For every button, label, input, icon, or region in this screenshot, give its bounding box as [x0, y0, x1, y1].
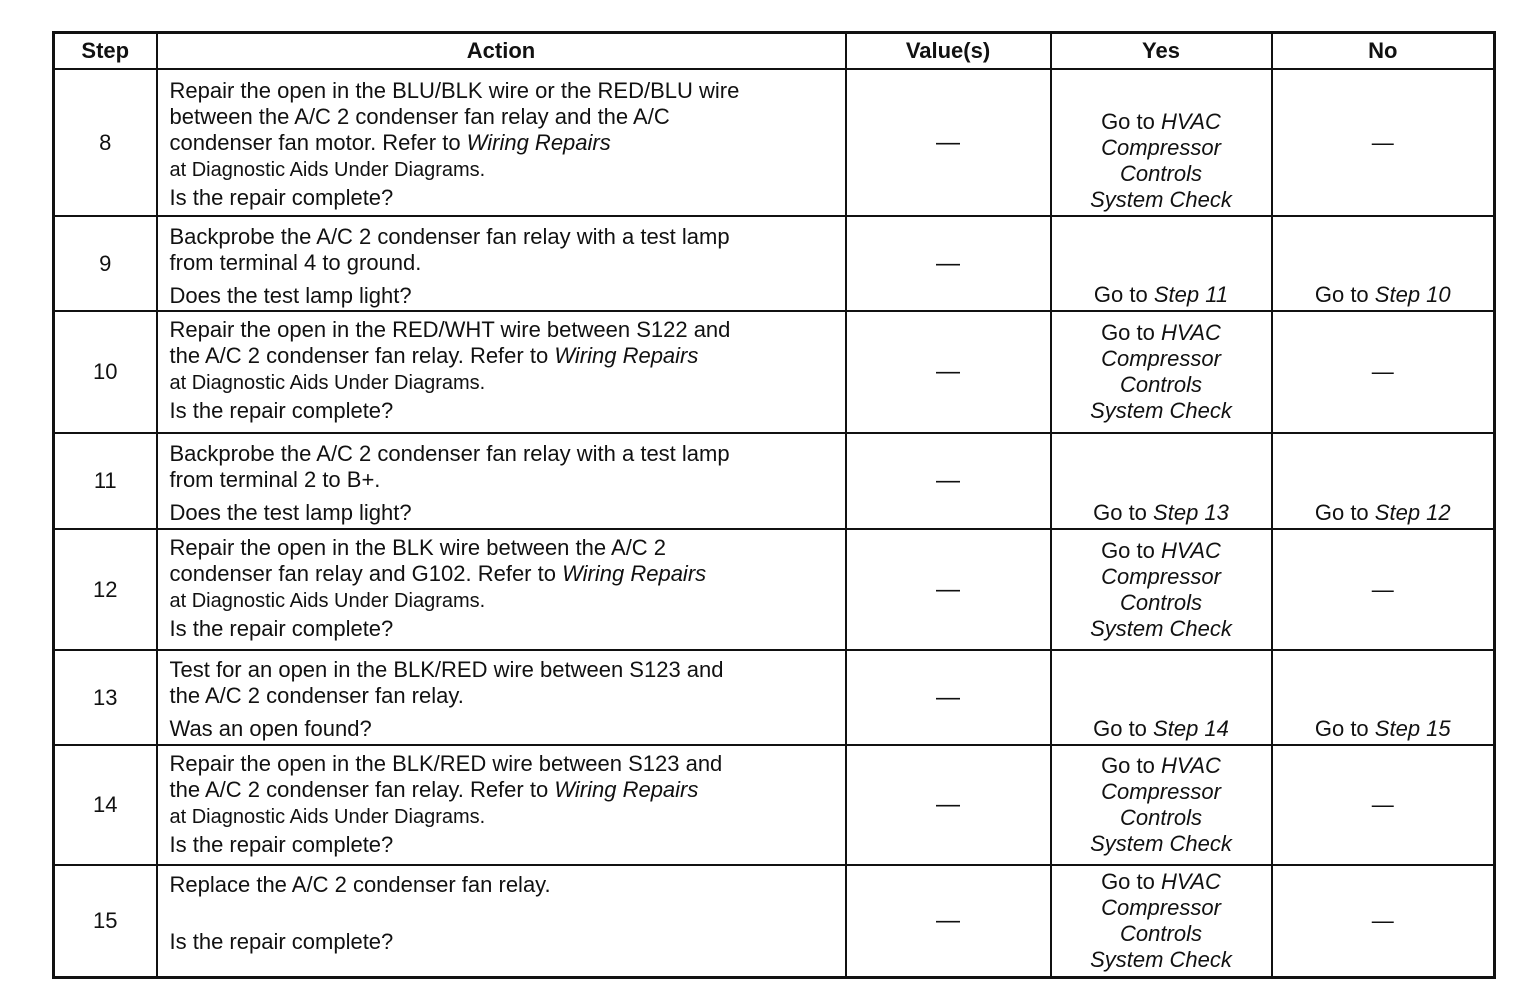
step-number: 13: [54, 650, 157, 745]
action-line: Repair the open in the RED/WHT wire between S122 and: [169, 317, 731, 342]
action-line: [170, 777, 837, 803]
goto-text: Go to: [1101, 537, 1155, 563]
action-line: [170, 130, 837, 156]
goto-text: Go to: [1314, 282, 1369, 307]
action-question: Is the repair complete?: [169, 185, 394, 210]
hvac-line: Compressor: [1101, 563, 1221, 589]
goto-text: Go to: [1314, 500, 1369, 525]
no-step-ref: Step 15: [1374, 716, 1451, 741]
hvac-line: Controls: [1120, 920, 1202, 946]
hvac-line: System Check: [1090, 398, 1232, 423]
yes-step-ref: Step 13: [1153, 500, 1229, 525]
diagnostic-note: at Diagnostic Aids Under Diagrams.: [169, 159, 486, 181]
action-cell: [157, 865, 846, 977]
no-step-ref: Step 12: [1374, 500, 1451, 525]
action-text: condenser fan motor. Refer to: [169, 130, 467, 155]
yes-cell: [1051, 433, 1272, 529]
action-line: Repair the open in the BLU/BLK wire or the RED/BLU wire: [169, 78, 740, 103]
value-cell: —: [846, 745, 1051, 865]
action-line: Repair the open in the BLK wire between the A/C 2: [169, 535, 667, 560]
action-line: Repair the open in the BLK/RED wire between S123 and: [169, 751, 723, 776]
header-values: Value(s): [846, 33, 1051, 70]
header-no: No: [1272, 33, 1495, 70]
step-number: 12: [54, 529, 157, 650]
action-cell: [157, 433, 846, 529]
action-line: from terminal 2 to B+.: [169, 467, 381, 492]
action-line: Replace the A/C 2 condenser fan relay.: [169, 872, 551, 897]
no-cell: [1272, 650, 1495, 745]
hvac-text: HVAC: [1161, 320, 1221, 345]
header-yes: Yes: [1051, 33, 1272, 70]
yes-cell: [1051, 865, 1272, 977]
table-row: [54, 433, 1495, 529]
yes-step-ref: Step 11: [1153, 282, 1229, 307]
header-row: [54, 33, 1495, 70]
goto-hvac-line: [1052, 869, 1271, 895]
value-cell: —: [846, 311, 1051, 433]
wiring-repairs-ref: Wiring Repairs: [562, 561, 707, 586]
table-row: [54, 69, 1495, 216]
hvac-line: Compressor: [1101, 894, 1221, 920]
yes-cell: [1051, 745, 1272, 865]
table-row: [54, 216, 1495, 311]
hvac-line: System Check: [1090, 946, 1232, 972]
action-line: [170, 343, 837, 369]
hvac-text: HVAC: [1161, 537, 1221, 563]
hvac-line: System Check: [1090, 615, 1232, 641]
step-number: 11: [54, 433, 157, 529]
goto-text: Go to: [1314, 716, 1369, 741]
action-question: Was an open found?: [169, 716, 372, 741]
action-text: the A/C 2 condenser fan relay. Refer to: [169, 777, 555, 802]
goto-text: Go to: [1101, 753, 1155, 778]
action-cell: [157, 745, 846, 865]
no-cell: —: [1272, 865, 1495, 977]
no-cell: —: [1272, 69, 1495, 216]
yes-cell: [1051, 529, 1272, 650]
goto-text: Go to: [1093, 282, 1148, 307]
action-line: between the A/C 2 condenser fan relay and the A/C: [169, 104, 670, 129]
no-step-ref: Step 10: [1374, 282, 1451, 307]
goto-hvac-line: [1052, 320, 1271, 346]
table-row: [54, 650, 1495, 745]
hvac-line: Compressor: [1101, 779, 1221, 804]
wiring-repairs-ref: Wiring Repairs: [466, 130, 611, 155]
goto-text: Go to: [1101, 868, 1155, 894]
table-row: [54, 865, 1495, 977]
header-step: Step: [54, 33, 157, 70]
no-cell: [1272, 216, 1495, 311]
hvac-text: HVAC: [1161, 108, 1221, 134]
header-action: Action: [157, 33, 846, 70]
yes-cell: [1051, 216, 1272, 311]
action-question: Does the test lamp light?: [169, 283, 412, 308]
value-cell: —: [846, 865, 1051, 977]
value-cell: —: [846, 433, 1051, 529]
action-cell: [157, 529, 846, 650]
yes-cell: [1051, 311, 1272, 433]
action-cell: [157, 69, 846, 216]
no-cell: —: [1272, 311, 1495, 433]
spacer: [170, 898, 837, 928]
diagnostic-table: [52, 31, 1496, 979]
table-row: [54, 529, 1495, 650]
hvac-text: HVAC: [1161, 753, 1221, 778]
value-cell: —: [846, 216, 1051, 311]
wiring-repairs-ref: Wiring Repairs: [554, 343, 699, 368]
goto-text: Go to: [1101, 320, 1155, 345]
goto-text: Go to: [1093, 500, 1147, 525]
action-line: Backprobe the A/C 2 condenser fan relay with a test lamp: [169, 441, 730, 466]
hvac-line: Controls: [1120, 805, 1202, 830]
action-line: Test for an open in the BLK/RED wire between S123 and: [169, 657, 724, 682]
action-cell: [157, 311, 846, 433]
step-number: 15: [54, 865, 157, 977]
table-row: [54, 311, 1495, 433]
value-cell: —: [846, 650, 1051, 745]
no-cell: —: [1272, 529, 1495, 650]
no-cell: —: [1272, 745, 1495, 865]
yes-step-ref: Step 14: [1153, 716, 1229, 741]
action-question: Is the repair complete?: [169, 616, 394, 641]
action-line: [170, 561, 837, 587]
hvac-line: Compressor: [1101, 134, 1221, 160]
goto-text: Go to: [1101, 108, 1155, 134]
action-text: condenser fan relay and G102. Refer to: [169, 561, 563, 586]
yes-cell: [1051, 69, 1272, 216]
wiring-repairs-ref: Wiring Repairs: [554, 777, 699, 802]
hvac-line: Controls: [1120, 372, 1202, 397]
action-line: the A/C 2 condenser fan relay.: [169, 683, 464, 708]
goto-hvac-line: [1052, 109, 1271, 135]
no-cell: [1272, 433, 1495, 529]
hvac-line: System Check: [1090, 186, 1232, 212]
diagnostic-note: at Diagnostic Aids Under Diagrams.: [169, 372, 486, 394]
action-line: from terminal 4 to ground.: [169, 250, 422, 275]
step-number: 9: [54, 216, 157, 311]
yes-cell: [1051, 650, 1272, 745]
action-question: Is the repair complete?: [169, 929, 394, 954]
hvac-line: Controls: [1120, 160, 1202, 186]
action-cell: [157, 216, 846, 311]
hvac-line: Compressor: [1101, 346, 1221, 371]
step-number: 8: [54, 69, 157, 216]
action-line: Backprobe the A/C 2 condenser fan relay with a test lamp: [169, 224, 730, 249]
goto-text: Go to: [1093, 716, 1147, 741]
table-row: [54, 745, 1495, 865]
diagnostic-note: at Diagnostic Aids Under Diagrams.: [169, 590, 486, 612]
goto-hvac-line: [1052, 538, 1271, 564]
step-number: 10: [54, 311, 157, 433]
goto-hvac-line: [1052, 753, 1271, 779]
value-cell: —: [846, 69, 1051, 216]
value-cell: —: [846, 529, 1051, 650]
step-number: 14: [54, 745, 157, 865]
hvac-line: System Check: [1090, 831, 1232, 856]
hvac-line: Controls: [1120, 589, 1202, 615]
hvac-text: HVAC: [1161, 868, 1221, 894]
diagnostic-note: at Diagnostic Aids Under Diagrams.: [169, 806, 486, 828]
action-question: Does the test lamp light?: [169, 500, 412, 525]
action-text: the A/C 2 condenser fan relay. Refer to: [169, 343, 555, 368]
action-question: Is the repair complete?: [169, 832, 394, 857]
action-cell: [157, 650, 846, 745]
action-question: Is the repair complete?: [169, 398, 394, 423]
